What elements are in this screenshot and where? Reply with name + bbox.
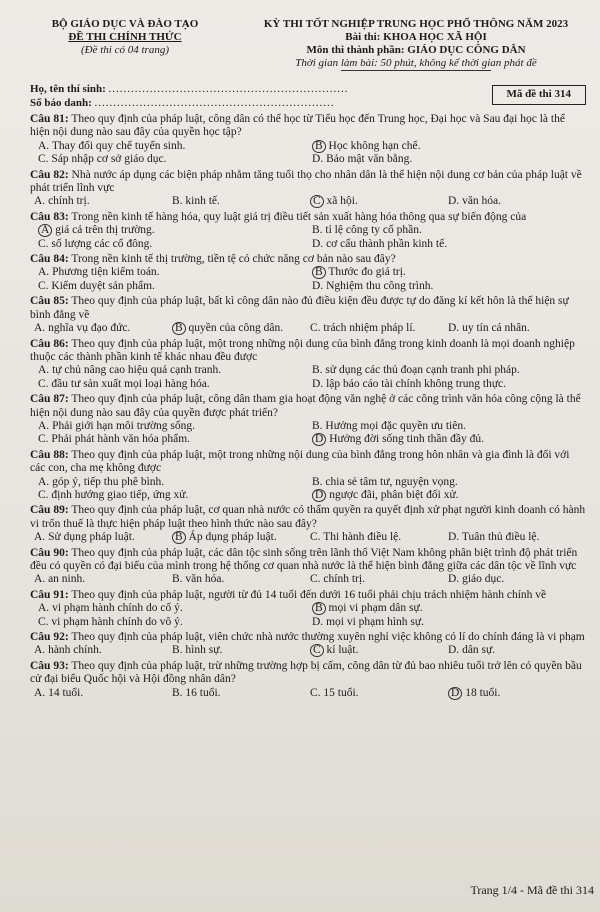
answer-option bbox=[312, 489, 586, 502]
answer-letter: B. bbox=[312, 419, 323, 432]
circled-answer-letter: B bbox=[312, 602, 326, 615]
question-text: Trong nền kinh tế hàng hóa, quy luật giá trị điều tiết sản xuất hàng hóa thông qua sự biến động của bbox=[71, 210, 527, 223]
answer-text: quyền của công dân. bbox=[188, 322, 284, 335]
answer-text: hình sự. bbox=[185, 644, 223, 657]
answer-options bbox=[30, 322, 586, 335]
answer-option bbox=[38, 420, 312, 433]
answer-option bbox=[312, 364, 586, 377]
question-stem bbox=[30, 169, 586, 196]
answer-option bbox=[34, 322, 172, 335]
question-number: Câu 89: bbox=[30, 504, 69, 517]
circled-answer-letter: D bbox=[312, 489, 326, 502]
circled-answer-letter: D bbox=[448, 687, 462, 700]
answer-letter: B. bbox=[172, 195, 183, 208]
question-text: Theo quy định của pháp luật, trừ những trường hợp bị cấm, công dân từ đủ bao nhiêu tuổi trở lên có quyền bầu cử đại biểu Quốc hội và Hội đồng nhân dân? bbox=[30, 659, 582, 686]
question-number: Câu 92: bbox=[30, 631, 69, 644]
header-right bbox=[246, 18, 586, 73]
answer-letter: D. bbox=[312, 237, 324, 250]
answer-text: Thay đổi quy chế tuyển sinh. bbox=[51, 139, 186, 152]
answer-options bbox=[30, 224, 586, 251]
answer-text: chia sẻ tâm tư, nguyện vọng. bbox=[325, 475, 458, 488]
answer-option bbox=[448, 687, 586, 700]
answer-text: sử dụng các thủ đoạn cạnh tranh phi pháp. bbox=[325, 364, 520, 377]
header bbox=[30, 18, 586, 73]
answer-letter: A. bbox=[34, 644, 46, 657]
answer-text: 14 tuổi. bbox=[48, 686, 84, 699]
answer-option bbox=[310, 195, 448, 208]
answer-option bbox=[172, 322, 310, 335]
answer-letter: B. bbox=[312, 364, 323, 377]
answer-text: chính trị. bbox=[48, 195, 90, 208]
answer-option bbox=[448, 531, 586, 544]
question-item bbox=[30, 660, 586, 700]
question-item bbox=[30, 449, 586, 503]
question-text: Theo quy định của pháp luật, người từ đủ 14 tuổi đến dưới 16 tuổi phải chịu trách nhiệm hành chính về bbox=[71, 588, 547, 601]
answer-text: dân sự. bbox=[462, 644, 496, 657]
answer-letter: D. bbox=[312, 377, 324, 390]
answer-option bbox=[34, 644, 172, 657]
answer-option bbox=[38, 224, 312, 237]
circled-answer-letter: B bbox=[172, 531, 186, 544]
answer-text: uy tín cá nhân. bbox=[462, 322, 530, 335]
answer-option bbox=[34, 687, 172, 700]
answer-option bbox=[38, 238, 312, 251]
answer-text: 16 tuổi. bbox=[185, 686, 221, 699]
question-number: Câu 86: bbox=[30, 337, 69, 350]
question-stem bbox=[30, 547, 586, 574]
answer-option bbox=[312, 238, 586, 251]
answer-option bbox=[448, 322, 586, 335]
answer-letter: C. bbox=[38, 279, 49, 292]
answer-text: mọi vi phạm hình sự. bbox=[326, 615, 424, 628]
answer-text: trách nhiệm pháp lí. bbox=[323, 322, 416, 335]
answer-text: Phương tiện kiểm toán. bbox=[52, 266, 160, 279]
answer-text: định hướng giao tiếp, ứng xử. bbox=[51, 488, 189, 501]
question-item bbox=[30, 169, 586, 209]
answer-option bbox=[38, 476, 312, 489]
answer-text: văn hóa. bbox=[185, 573, 225, 586]
question-item bbox=[30, 504, 586, 544]
question-text: Theo quy định của pháp luật, các dân tộc sinh sống trên lãnh thổ Việt Nam không phân biệt trình độ phát triển đều có quyền có đại biểu của mình trong hệ thống cơ quan nhà nước là thể hiện bình đẳng giữa các dân tộc về lĩnh vực bbox=[30, 546, 578, 572]
question-stem bbox=[30, 449, 586, 476]
pages-note: (Đề thi có 04 trang) bbox=[81, 44, 169, 56]
answer-letter: C. bbox=[310, 686, 321, 699]
question-text: Nhà nước áp dụng các biện pháp nhằm tăng tuổi thọ cho nhân dân là thể hiện nội dung cơ bản của pháp luật về phát triển lĩnh vực bbox=[30, 168, 582, 195]
answer-text: 18 tuổi. bbox=[465, 686, 501, 699]
answer-option bbox=[172, 573, 310, 586]
answer-options bbox=[30, 476, 586, 503]
answer-letter: B. bbox=[172, 686, 183, 699]
answer-text: Hưởng mọi đặc quyền ưu tiên. bbox=[325, 419, 466, 432]
answer-options bbox=[30, 140, 586, 167]
answer-letter: B. bbox=[312, 475, 323, 488]
answer-option bbox=[172, 195, 310, 208]
id-row bbox=[30, 97, 349, 109]
answer-letter: A. bbox=[38, 364, 50, 377]
answer-option bbox=[312, 616, 586, 629]
answer-text: Hưởng đời sống tinh thần đầy đủ. bbox=[329, 433, 484, 446]
answer-letter: A. bbox=[34, 195, 46, 208]
question-text: Theo quy định của pháp luật, cơ quan nhà nước có thẩm quyền ra quyết định xử phạt người kinh doanh có hành vi trốn thuế là thực hiện pháp luật theo hình thức nào sau đây? bbox=[30, 504, 586, 530]
answer-letter: A. bbox=[34, 686, 46, 699]
name-row bbox=[30, 83, 349, 95]
answer-text: số lượng các cổ đông. bbox=[51, 237, 153, 250]
answer-options bbox=[30, 573, 586, 586]
candidate-block bbox=[30, 83, 586, 111]
question-text: Theo quy định của pháp luật, viên chức nhà nước thường xuyên nghỉ việc không có lí do chính đáng là vi phạm bbox=[71, 631, 585, 644]
answer-letter: C. bbox=[38, 615, 49, 628]
name-dots: ................................................................ bbox=[108, 83, 349, 95]
question-item bbox=[30, 547, 586, 587]
answer-option bbox=[34, 195, 172, 208]
answer-letter: B. bbox=[172, 644, 183, 657]
official-label: ĐỀ THI CHÍNH THỨC bbox=[68, 31, 182, 43]
answer-text: chính trị. bbox=[323, 573, 365, 586]
answer-text: giáo dục. bbox=[462, 573, 505, 586]
answer-text: Bảo mật văn bằng. bbox=[326, 153, 413, 166]
answer-letter: C. bbox=[38, 488, 49, 501]
question-number: Câu 82: bbox=[30, 168, 69, 181]
circled-answer-letter: D bbox=[312, 433, 326, 446]
time-note: Thời gian làm bài: 50 phút, không kể thời gian phát đề bbox=[295, 57, 537, 69]
answer-option bbox=[448, 644, 586, 657]
answer-letter: D. bbox=[312, 279, 324, 292]
answer-text: tự chủ nâng cao hiệu quả cạnh tranh. bbox=[52, 364, 222, 377]
answer-letter: C. bbox=[38, 377, 49, 390]
answer-option bbox=[310, 531, 448, 544]
header-left bbox=[30, 18, 220, 73]
answer-text: an ninh. bbox=[48, 573, 86, 586]
answer-text: kinh tế. bbox=[185, 195, 220, 208]
answer-option bbox=[448, 573, 586, 586]
answer-option bbox=[312, 378, 586, 391]
component-label: Môn thi thành phần: GIÁO DỤC CÔNG DÂN bbox=[306, 44, 526, 56]
question-number: Câu 93: bbox=[30, 659, 69, 672]
answer-options bbox=[30, 420, 586, 447]
answer-text: giá cả trên thị trường. bbox=[55, 224, 155, 237]
answer-letter: C. bbox=[310, 322, 321, 335]
answer-text: kỉ luật. bbox=[326, 644, 359, 657]
answer-text: Tuân thủ điều lệ. bbox=[461, 531, 540, 544]
answer-text: Phải phát hành văn hóa phẩm. bbox=[51, 433, 191, 446]
answer-option bbox=[172, 644, 310, 657]
answer-letter: D. bbox=[448, 644, 460, 657]
answer-text: 15 tuổi. bbox=[323, 686, 359, 699]
question-number: Câu 84: bbox=[30, 253, 69, 266]
answer-letter: A. bbox=[38, 139, 50, 152]
answer-letter: A. bbox=[38, 419, 50, 432]
question-list bbox=[30, 113, 586, 700]
question-item bbox=[30, 589, 586, 629]
answer-letter: A. bbox=[38, 602, 50, 615]
answer-letter: D. bbox=[448, 573, 460, 586]
answer-letter: A. bbox=[34, 573, 46, 586]
question-item bbox=[30, 295, 586, 335]
answer-options bbox=[30, 364, 586, 391]
answer-letter: B. bbox=[172, 573, 183, 586]
answer-option bbox=[312, 153, 586, 166]
answer-option bbox=[448, 195, 586, 208]
question-stem bbox=[30, 504, 586, 531]
circled-answer-letter: C bbox=[310, 644, 324, 657]
id-dots: ................................................................ bbox=[94, 97, 335, 109]
answer-options bbox=[30, 531, 586, 544]
answer-text: hành chính. bbox=[48, 644, 102, 657]
answer-letter: D. bbox=[448, 531, 460, 544]
answer-option bbox=[38, 616, 312, 629]
answer-option bbox=[172, 687, 310, 700]
question-number: Câu 81: bbox=[30, 113, 69, 125]
question-item bbox=[30, 113, 586, 167]
circled-answer-letter: B bbox=[172, 322, 186, 335]
answer-letter: D. bbox=[448, 322, 460, 335]
question-number: Câu 85: bbox=[30, 295, 69, 308]
question-stem bbox=[30, 338, 586, 365]
answer-text: Thước đo giá trị. bbox=[328, 266, 406, 279]
answer-text: Thi hành điều lệ. bbox=[323, 531, 402, 544]
answer-text: vi phạm hành chính do vô ý. bbox=[51, 615, 183, 628]
answer-option bbox=[34, 573, 172, 586]
answer-letter: D. bbox=[312, 153, 324, 166]
answer-letter: C. bbox=[38, 153, 49, 166]
question-text: Theo quy định của pháp luật, công dân có thể học từ Tiểu học đến Trung học, Đại học và Sau đại học là thể hiện nội dung nào sau đây của quyền học tập? bbox=[30, 113, 565, 139]
answer-text: lập báo cáo tài chính không trung thực. bbox=[326, 377, 507, 390]
answer-text: Phải giới hạn môi trường sống. bbox=[52, 419, 196, 432]
ministry-name: BỘ GIÁO DỤC VÀ ĐÀO TẠO bbox=[51, 18, 199, 30]
answer-option bbox=[312, 224, 586, 237]
exam-code-box: Mã đề thi 314 bbox=[492, 85, 586, 105]
answer-letter: D. bbox=[448, 195, 460, 208]
candidate-lines bbox=[30, 83, 349, 111]
answer-option bbox=[310, 644, 448, 657]
question-text: Trong nền kinh tế thị trường, tiền tệ có chức năng cơ bản nào sau đây? bbox=[71, 253, 396, 266]
question-item bbox=[30, 393, 586, 447]
answer-letter: A. bbox=[38, 475, 50, 488]
answer-text: ngược đãi, phân biệt đối xử. bbox=[329, 488, 459, 501]
answer-text: văn hóa. bbox=[462, 195, 502, 208]
answer-text: mọi vi phạm dân sự. bbox=[328, 602, 423, 615]
answer-option bbox=[310, 322, 448, 335]
question-stem bbox=[30, 211, 586, 224]
answer-text: Học không hạn chế. bbox=[328, 139, 421, 152]
answer-text: tỉ lệ công ty cổ phần. bbox=[325, 224, 422, 237]
answer-letter: C. bbox=[310, 573, 321, 586]
circled-answer-letter: A bbox=[38, 224, 52, 237]
answer-option bbox=[38, 378, 312, 391]
answer-options bbox=[30, 266, 586, 293]
question-item bbox=[30, 631, 586, 658]
question-text: Theo quy định của pháp luật, bất kì công dân nào đủ điều kiện đều được tự do đăng kí kết hôn là thể hiện sự bình đẳng về bbox=[30, 295, 569, 321]
answer-option bbox=[38, 602, 312, 615]
answer-letter: C. bbox=[38, 237, 49, 250]
question-number: Câu 87: bbox=[30, 393, 69, 406]
answer-option bbox=[312, 280, 586, 293]
question-stem bbox=[30, 295, 586, 322]
question-item bbox=[30, 253, 586, 293]
question-number: Câu 90: bbox=[30, 546, 69, 559]
exam-title: KỲ THI TỐT NGHIỆP TRUNG HỌC PHỔ THÔNG NĂM 2023 bbox=[263, 18, 569, 30]
answer-text: Kiểm duyệt sản phẩm. bbox=[51, 279, 155, 292]
question-stem bbox=[30, 393, 586, 420]
answer-text: góp ý, tiếp thu phê bình. bbox=[52, 475, 165, 488]
answer-letter: A. bbox=[34, 531, 46, 544]
answer-text: Nghiệm thu công trình. bbox=[326, 279, 434, 292]
circled-answer-letter: B bbox=[312, 266, 326, 279]
answer-options bbox=[30, 644, 586, 657]
answer-option bbox=[38, 153, 312, 166]
answer-options bbox=[30, 195, 586, 208]
answer-letter: D. bbox=[312, 615, 324, 628]
answer-text: xã hội. bbox=[326, 195, 358, 208]
answer-option bbox=[38, 433, 312, 446]
answer-text: Sáp nhập cơ sở giáo dục. bbox=[51, 153, 167, 166]
answer-option bbox=[312, 140, 586, 153]
answer-option bbox=[310, 573, 448, 586]
question-item bbox=[30, 211, 586, 251]
answer-letter: C. bbox=[38, 433, 49, 446]
question-item bbox=[30, 338, 586, 392]
circled-answer-letter: C bbox=[310, 195, 324, 208]
question-text: Theo quy định của pháp luật, một trong những nội dung của bình đẳng trong kinh doanh là mọi doanh nghiệp thuộc các thành phần kinh tế khác nhau đều được bbox=[30, 337, 575, 363]
question-number: Câu 88: bbox=[30, 448, 69, 461]
answer-options bbox=[30, 602, 586, 629]
subject-label: Bài thi: KHOA HỌC XÃ HỘI bbox=[345, 31, 487, 43]
question-text: Theo quy định của pháp luật, một trong những nội dung của bình đẳng trong hôn nhân và gia đình là đối với các con, cha mẹ không được bbox=[30, 448, 570, 475]
answer-text: cơ cấu thành phần kinh tế. bbox=[326, 237, 448, 250]
answer-option bbox=[312, 476, 586, 489]
answer-letter: C. bbox=[310, 531, 321, 544]
answer-option bbox=[312, 433, 586, 446]
name-label: Họ, tên thí sinh: bbox=[30, 83, 106, 95]
answer-options bbox=[30, 687, 586, 700]
answer-option bbox=[38, 280, 312, 293]
question-stem bbox=[30, 113, 586, 140]
question-number: Câu 91: bbox=[30, 588, 69, 601]
question-stem bbox=[30, 253, 586, 266]
answer-option bbox=[312, 266, 586, 279]
answer-letter: A. bbox=[34, 322, 46, 335]
answer-letter: B. bbox=[312, 224, 323, 237]
answer-letter: A. bbox=[38, 266, 50, 279]
answer-option bbox=[38, 140, 312, 153]
question-stem bbox=[30, 589, 586, 602]
page-footer: Trang 1/4 - Mã đề thi 314 bbox=[470, 883, 594, 897]
answer-option bbox=[38, 266, 312, 279]
answer-option bbox=[312, 602, 586, 615]
answer-text: Sử dụng pháp luật. bbox=[48, 531, 135, 544]
answer-option bbox=[312, 420, 586, 433]
answer-option bbox=[38, 364, 312, 377]
question-stem bbox=[30, 631, 586, 644]
answer-text: nghĩa vụ đạo đức. bbox=[48, 322, 131, 335]
answer-text: vi phạm hành chính do cố ý. bbox=[52, 602, 183, 615]
question-text: Theo quy định của pháp luật, công dân tham gia hoạt động văn nghệ ở các công trình văn hóa công cộng là thể hiện nội dung nào sau đây của quyền được phát triển? bbox=[30, 393, 581, 419]
question-stem bbox=[30, 660, 586, 687]
question-number: Câu 83: bbox=[30, 210, 69, 223]
answer-text: đầu tư sản xuất mọi loại hàng hóa. bbox=[51, 377, 210, 390]
answer-option bbox=[34, 531, 172, 544]
answer-text: Áp dụng pháp luật. bbox=[188, 531, 277, 544]
answer-option bbox=[172, 531, 310, 544]
id-label: Số báo danh: bbox=[30, 97, 92, 109]
circled-answer-letter: B bbox=[312, 140, 326, 153]
header-divider bbox=[341, 70, 491, 71]
answer-option bbox=[38, 489, 312, 502]
answer-option bbox=[310, 687, 448, 700]
